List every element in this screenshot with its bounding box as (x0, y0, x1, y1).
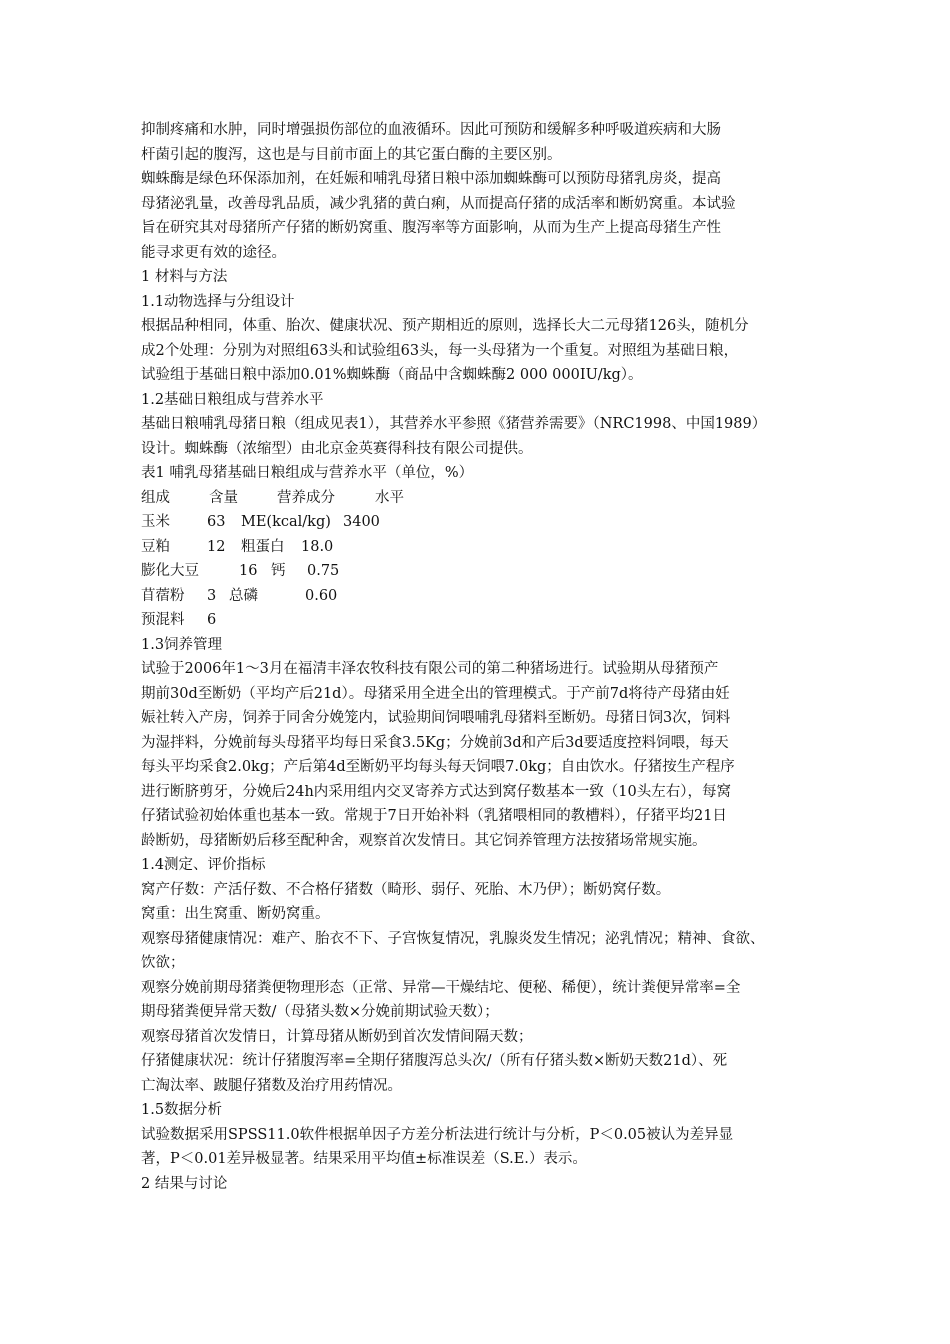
text-line: 能寻求更有效的途径。 (141, 244, 286, 261)
table-cell: 预混料 (141, 612, 185, 628)
table-cell: 3400 (343, 514, 380, 530)
text-line: 抑制疼痛和水肿，同时增强损伤部位的血液循环。因此可预防和缓解多种呼吸道疾病和大肠 (141, 122, 721, 138)
table-row (141, 559, 821, 584)
table-cell: 3 (207, 587, 217, 604)
subsection-heading: 1.1动物选择与分组设计 (141, 293, 295, 310)
table-header-row (141, 486, 821, 511)
text-line: 试验于2006年1～3月在福清丰泽农牧科技有限公司的第二种猪场进行。试验期从母猪预产 (141, 661, 719, 677)
document-body (141, 118, 821, 1196)
table-cell: 0.60 (305, 587, 338, 604)
text-line: 成2个处理：分别为对照组63头和试验组63头，每一头母猪为一个重复。对照组为基础日粮， (141, 342, 739, 359)
table-cell: 钙 (271, 563, 286, 579)
text-line: 期前30d至断奶（平均产后21d）。母猪采用全进全出的管理模式。于产前7d将待产母猪由妊 (141, 685, 730, 702)
table-cell: 粗蛋白 (241, 538, 285, 555)
text-line: 仔猪试验初始体重也基本一致。常规于7日开始补料（乳猪喂相同的教槽料），仔猪平均21日 (141, 808, 727, 824)
table-row (141, 608, 821, 633)
table-cell: 16 (239, 563, 258, 579)
subsection-heading: 1.3饲养管理 (141, 636, 223, 653)
table-row (141, 584, 821, 609)
text-line: 窝产仔数：产活仔数、不合格仔猪数（畸形、弱仔、死胎、木乃伊）；断奶窝仔数。 (141, 881, 671, 898)
table-header-cell: 含量 (209, 489, 238, 506)
table-cell: 膨化大豆 (141, 563, 199, 579)
table-cell: 18.0 (301, 538, 334, 555)
text-line: 蜘蛛酶是绿色环保添加剂，在妊娠和哺乳母猪日粮中添加蜘蛛酶可以预防母猪乳房炎，提高 (141, 171, 721, 187)
text-line: 著，P＜0.01差异极显著。结果采用平均值±标准误差（S.E.）表示。 (141, 1151, 587, 1167)
text-line: 试验组于基础日粮中添加0.01%蜘蛛酶（商品中含蜘蛛酶2 000 000IU/kg）。 (141, 367, 643, 383)
table-header-cell: 水平 (375, 489, 404, 506)
table-cell: 12 (207, 538, 226, 555)
table-cell: 0.75 (307, 563, 340, 579)
text-line: 亡淘汰率、跛腿仔猪数及治疗用药情况。 (141, 1077, 402, 1094)
diet-table (141, 486, 821, 633)
text-line: 进行断脐剪牙，分娩后24h内采用组内交叉寄养方式达到窝仔数基本一致（10头左右），每窝 (141, 783, 731, 800)
text-line: 期母猪粪便异常天数/（母猪头数×分娩前期试验天数）； (141, 1004, 499, 1020)
text-line: 根据品种相同，体重、胎次、健康状况、预产期相近的原则，选择长大二元母猪126头，随机分 (141, 318, 749, 334)
text-line: 设计。蜘蛛酶（浓缩型）由北京金英赛得科技有限公司提供。 (141, 440, 533, 457)
section-heading: 1 材料与方法 (141, 269, 228, 285)
section-heading: 2 结果与讨论 (141, 1175, 228, 1192)
text-line: 试验数据采用SPSS11.0软件根据单因子方差分析法进行统计与分析，P＜0.05被认为差异显 (141, 1126, 734, 1143)
text-line: 杆菌引起的腹泻，这也是与目前市面上的其它蛋白酶的主要区别。 (141, 146, 562, 163)
text-line: 龄断奶，母猪断奶后移至配种舍，观察首次发情日。其它饲养管理方法按猪场常规实施。 (141, 832, 707, 849)
text-line: 窝重：出生窝重、断奶窝重。 (141, 906, 330, 922)
text-line: 观察分娩前期母猪粪便物理形态（正常、异常—干燥结坨、便秘、稀便），统计粪便异常率=全 (141, 979, 741, 996)
table-caption: 表1 哺乳母猪基础日粮组成与营养水平（单位，%） (141, 465, 474, 481)
subsection-heading: 1.2基础日粮组成与营养水平 (141, 391, 324, 408)
table-cell: 玉米 (141, 514, 170, 530)
text-line: 每头平均采食2.0kg；产后第4d至断奶平均每头每天饲喂7.0kg；自由饮水。仔猪按生产程序 (141, 759, 735, 775)
text-line: 基础日粮哺乳母猪日粮（组成见表1），其营养水平参照《猪营养需要》（NRC1998、中国1989） (141, 416, 767, 432)
table-row (141, 510, 821, 535)
table-cell: 总磷 (229, 587, 258, 604)
table-cell: 豆粕 (141, 538, 170, 555)
text-line: 为湿拌料，分娩前每头母猪平均每日采食3.5Kg；分娩前3d和产后3d要适度控料饲喂，每天 (141, 734, 729, 751)
text-line: 旨在研究其对母猪所产仔猪的断奶窝重、腹泻率等方面影响，从而为生产上提高母猪生产性 (141, 220, 721, 236)
table-row (141, 535, 821, 560)
table-cell: ME(kcal/kg) (241, 514, 331, 530)
table-cell: 6 (207, 612, 217, 628)
table-cell: 63 (207, 514, 226, 530)
text-line: 观察母猪健康情况：难产、胎衣不下、子宫恢复情况，乳腺炎发生情况；泌乳情况；精神、食欲、 (141, 930, 765, 947)
table-cell: 苜蓿粉 (141, 587, 185, 604)
text-line: 观察母猪首次发情日，计算母猪从断奶到首次发情间隔天数； (141, 1028, 533, 1045)
text-line: 娠社转入产房，饲养于同舍分娩笼内，试验期间饲喂哺乳母猪料至断奶。母猪日饲3次，饲料 (141, 710, 731, 726)
text-line: 母猪泌乳量，改善母乳品质，减少乳猪的黄白痢，从而提高仔猪的成活率和断奶窝重。本试验 (141, 195, 736, 212)
subsection-heading: 1.4测定、评价指标 (141, 857, 266, 873)
text-line: 仔猪健康状况：统计仔猪腹泻率=全期仔猪腹泻总头次/（所有仔猪头数×断奶天数21d）、死 (141, 1053, 728, 1069)
table-header-cell: 组成 (141, 489, 170, 506)
subsection-heading: 1.5数据分析 (141, 1102, 223, 1118)
table-header-cell: 营养成分 (277, 489, 335, 506)
text-line: 饮欲； (141, 955, 185, 971)
